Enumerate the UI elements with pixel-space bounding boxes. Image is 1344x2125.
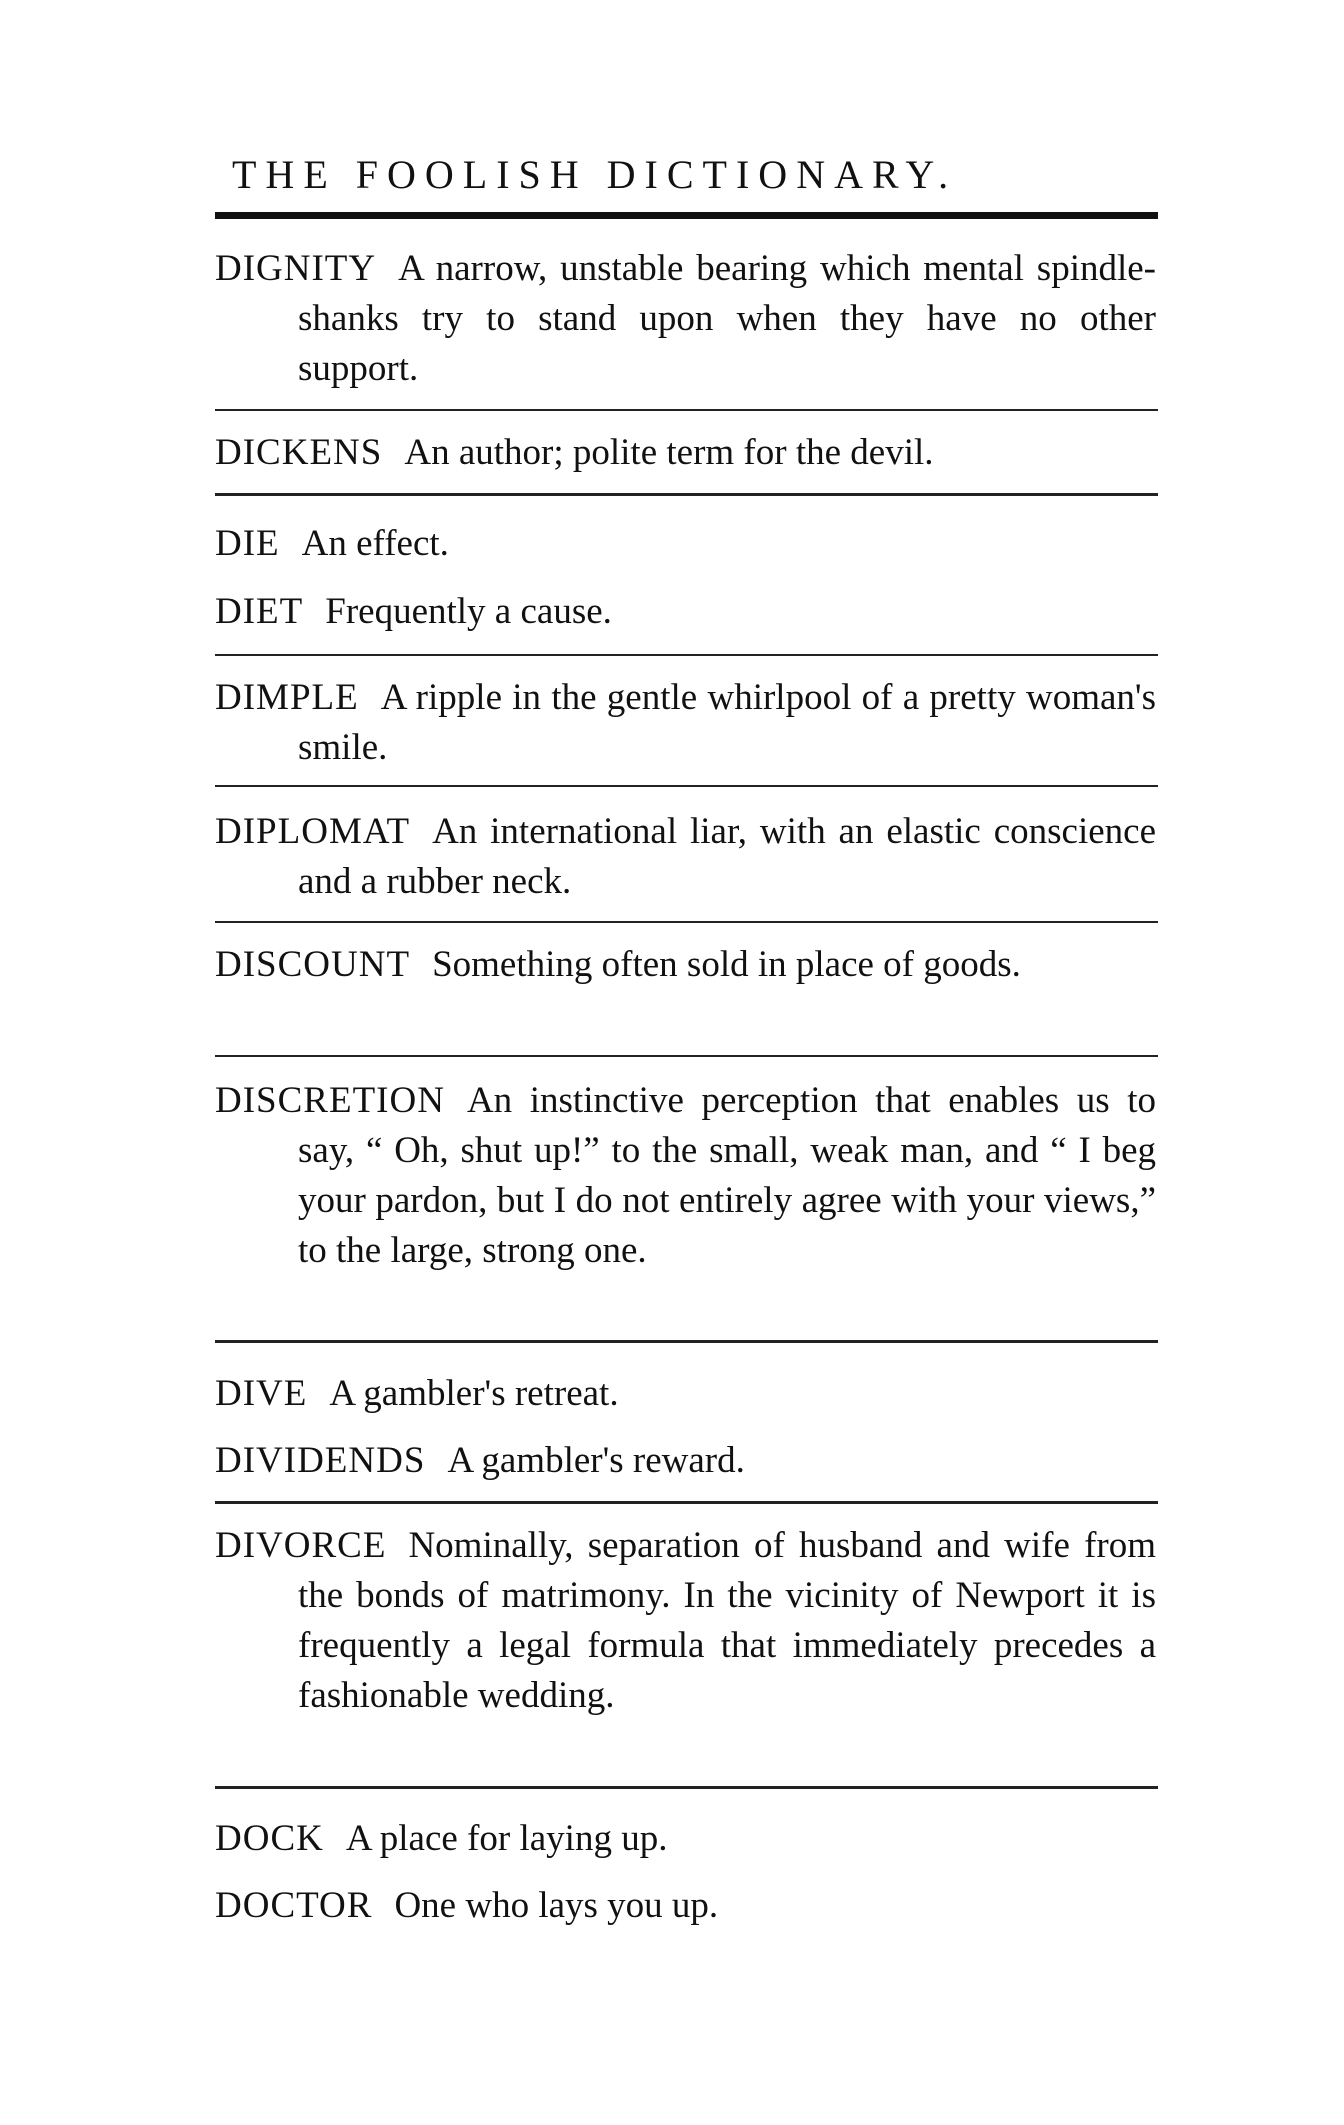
entry-die bbox=[215, 519, 1156, 569]
divider bbox=[215, 1340, 1158, 1343]
divider bbox=[215, 785, 1158, 787]
entry-term: DISCRETION bbox=[215, 1080, 445, 1121]
entry-definition: An instinctive perception that enables us to say, “ Oh, shut up!” to the small, weak man, and “ I beg your pardon, but I do not entirely agree with your views,” to the large, strong one. bbox=[298, 1080, 1156, 1271]
entry-definition: An international liar, with an elastic conscience and a rubber neck. bbox=[298, 811, 1156, 902]
entry-dignity bbox=[215, 244, 1156, 394]
entry-definition: A gambler's reward. bbox=[447, 1440, 745, 1481]
entry-term: DIET bbox=[215, 591, 304, 632]
entry-doctor bbox=[215, 1881, 1156, 1931]
entry-definition: An effect. bbox=[301, 523, 449, 564]
entry-definition: A ripple in the gentle whirlpool of a pretty woman's smile. bbox=[298, 677, 1156, 768]
entry-definition: Nominally, separation of husband and wife from the bonds of matrimony. In the vicinity of Newport it is frequently a legal formula that immediately precedes a fashionable wedding. bbox=[298, 1525, 1156, 1716]
entry-dimple bbox=[215, 673, 1156, 773]
entry-definition: One who lays you up. bbox=[394, 1885, 719, 1926]
divider bbox=[215, 1055, 1158, 1057]
entry-term: DIPLOMAT bbox=[215, 811, 411, 852]
entry-term: DIVIDENDS bbox=[215, 1440, 426, 1481]
divider bbox=[215, 921, 1158, 923]
header-rule bbox=[215, 212, 1158, 219]
entry-term: DIE bbox=[215, 523, 280, 564]
entry-dickens bbox=[215, 428, 1156, 478]
entry-definition: A place for laying up. bbox=[345, 1818, 668, 1859]
entry-dividends bbox=[215, 1436, 1156, 1486]
entry-term: DOCTOR bbox=[215, 1885, 373, 1926]
divider bbox=[215, 493, 1158, 496]
entry-definition: A gambler's retreat. bbox=[329, 1373, 619, 1414]
entry-definition: A narrow, unstable bearing which mental spindle-shanks try to stand upon when they have no other support. bbox=[298, 248, 1156, 389]
entry-dock bbox=[215, 1814, 1156, 1864]
entry-term: DIGNITY bbox=[215, 248, 377, 289]
entry-term: DIVORCE bbox=[215, 1525, 387, 1566]
entry-term: DIMPLE bbox=[215, 677, 359, 718]
divider bbox=[215, 1501, 1158, 1504]
entry-diplomat bbox=[215, 807, 1156, 907]
entry-divorce bbox=[215, 1521, 1156, 1721]
divider bbox=[215, 409, 1158, 411]
divider bbox=[215, 1786, 1158, 1789]
entry-definition: Frequently a cause. bbox=[325, 591, 612, 632]
entry-definition: Something often sold in place of goods. bbox=[432, 944, 1021, 985]
entry-discretion bbox=[215, 1076, 1156, 1276]
entry-term: DIVE bbox=[215, 1373, 308, 1414]
entry-term: DISCOUNT bbox=[215, 944, 411, 985]
entry-diet bbox=[215, 587, 1156, 637]
entry-dive bbox=[215, 1369, 1156, 1419]
entry-term: DICKENS bbox=[215, 432, 383, 473]
entry-term: DOCK bbox=[215, 1818, 324, 1859]
entry-definition: An author; polite term for the devil. bbox=[404, 432, 934, 473]
divider bbox=[215, 654, 1158, 656]
page-header-title: THE FOOLISH DICTIONARY. bbox=[232, 152, 958, 197]
entry-discount bbox=[215, 940, 1156, 990]
